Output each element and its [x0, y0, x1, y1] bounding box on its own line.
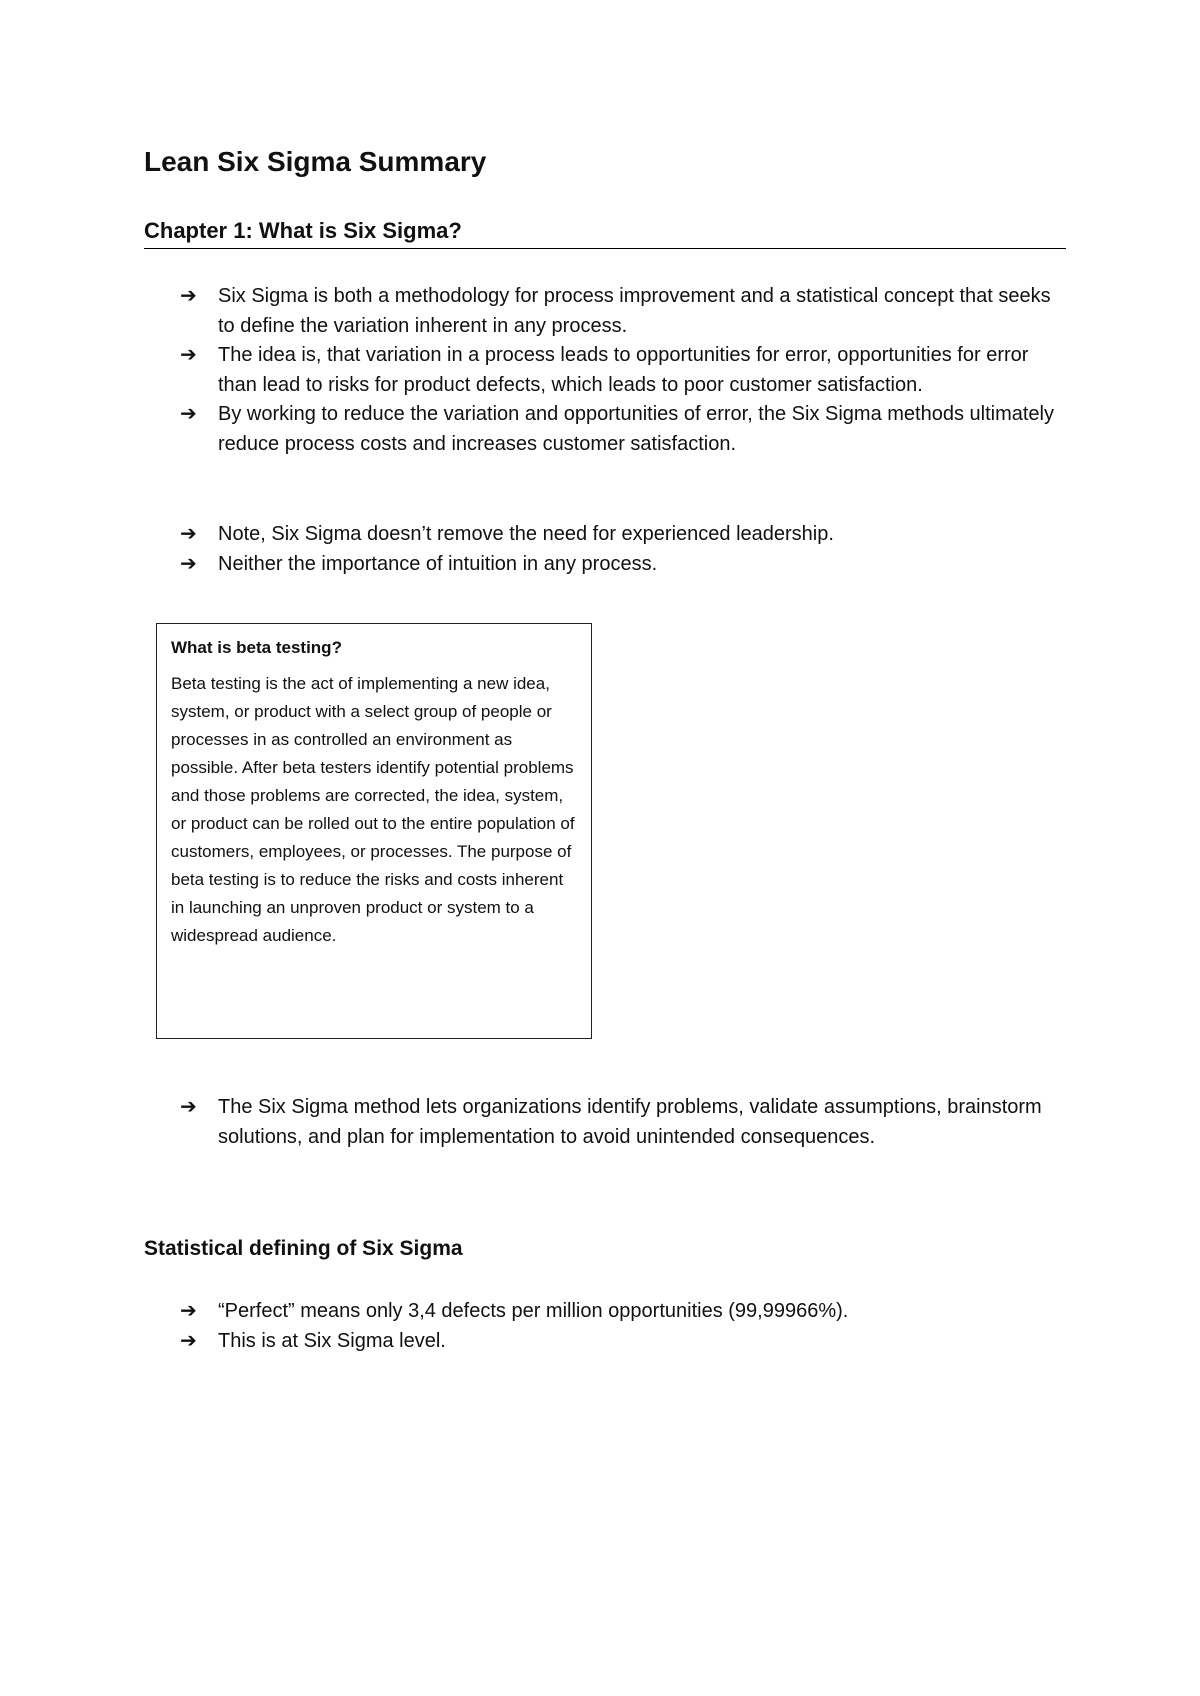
- arrow-bullet-icon: ➔: [180, 1300, 197, 1322]
- arrow-bullet-icon: ➔: [180, 523, 197, 545]
- arrow-bullet-icon: ➔: [180, 1096, 197, 1118]
- list-item: [180, 1327, 1060, 1357]
- list-item: [180, 341, 1060, 400]
- bullet-list-intro: [180, 282, 1060, 459]
- arrow-bullet-icon: ➔: [180, 552, 197, 575]
- document-title: Lean Six Sigma Summary: [144, 146, 487, 177]
- list-item: [180, 282, 1060, 341]
- arrow-bullet-icon: ➔: [180, 1329, 197, 1352]
- list-item-text: By working to reduce the variation and opportunities of error, the Six Sigma methods ultimately reduce process costs and increases customer satisfaction.: [218, 403, 1054, 455]
- list-item: [180, 520, 1060, 550]
- list-item: [180, 400, 1060, 459]
- bullet-list-statistics: [180, 1297, 1060, 1356]
- arrow-bullet-icon: ➔: [180, 403, 197, 425]
- list-item-text: The idea is, that variation in a process leads to opportunities for error, opportunities for error than lead to risks for product defects, which leads to poor customer satisfaction.: [218, 344, 1029, 396]
- list-item: [180, 1093, 1060, 1152]
- callout-text: Beta testing is the act of implementing a new idea, system, or product with a select group of people or processes in as controlled an environment as possible. After beta testers identify potential problems and those problems are corrected, the idea, system, or product can be rolled out to the entire population of customers, employees, or processes. The purpose of beta testing is to reduce the risks and costs inherent in launching an unproven product or system to a widespread audience.: [171, 674, 575, 945]
- callout-title: What is beta testing?: [171, 638, 342, 657]
- beta-testing-callout-box: [156, 623, 592, 1039]
- list-item-text: “Perfect” means only 3,4 defects per million opportunities (99,99966%).: [218, 1300, 849, 1322]
- list-item-text: Note, Six Sigma doesn’t remove the need for experienced leadership.: [218, 523, 834, 545]
- list-item-text: Neither the importance of intuition in any process.: [218, 552, 658, 575]
- bullet-list-notes: [180, 520, 1060, 579]
- list-item-text: The Six Sigma method lets organizations identify problems, validate assumptions, brainstorm solutions, and plan for implementation to avoid unintended consequences.: [218, 1096, 1042, 1148]
- bullet-list-method: [180, 1093, 1060, 1152]
- list-item: [180, 1297, 1060, 1327]
- arrow-bullet-icon: ➔: [180, 285, 197, 307]
- list-item-text: Six Sigma is both a methodology for process improvement and a statistical concept that seeks to define the variation inherent in any process.: [218, 285, 1051, 337]
- chapter-heading: Chapter 1: What is Six Sigma?: [144, 218, 1066, 249]
- section-heading: Statistical defining of Six Sigma: [144, 1237, 463, 1260]
- list-item: [180, 550, 1060, 580]
- arrow-bullet-icon: ➔: [180, 344, 197, 366]
- list-item-text: This is at Six Sigma level.: [218, 1329, 446, 1352]
